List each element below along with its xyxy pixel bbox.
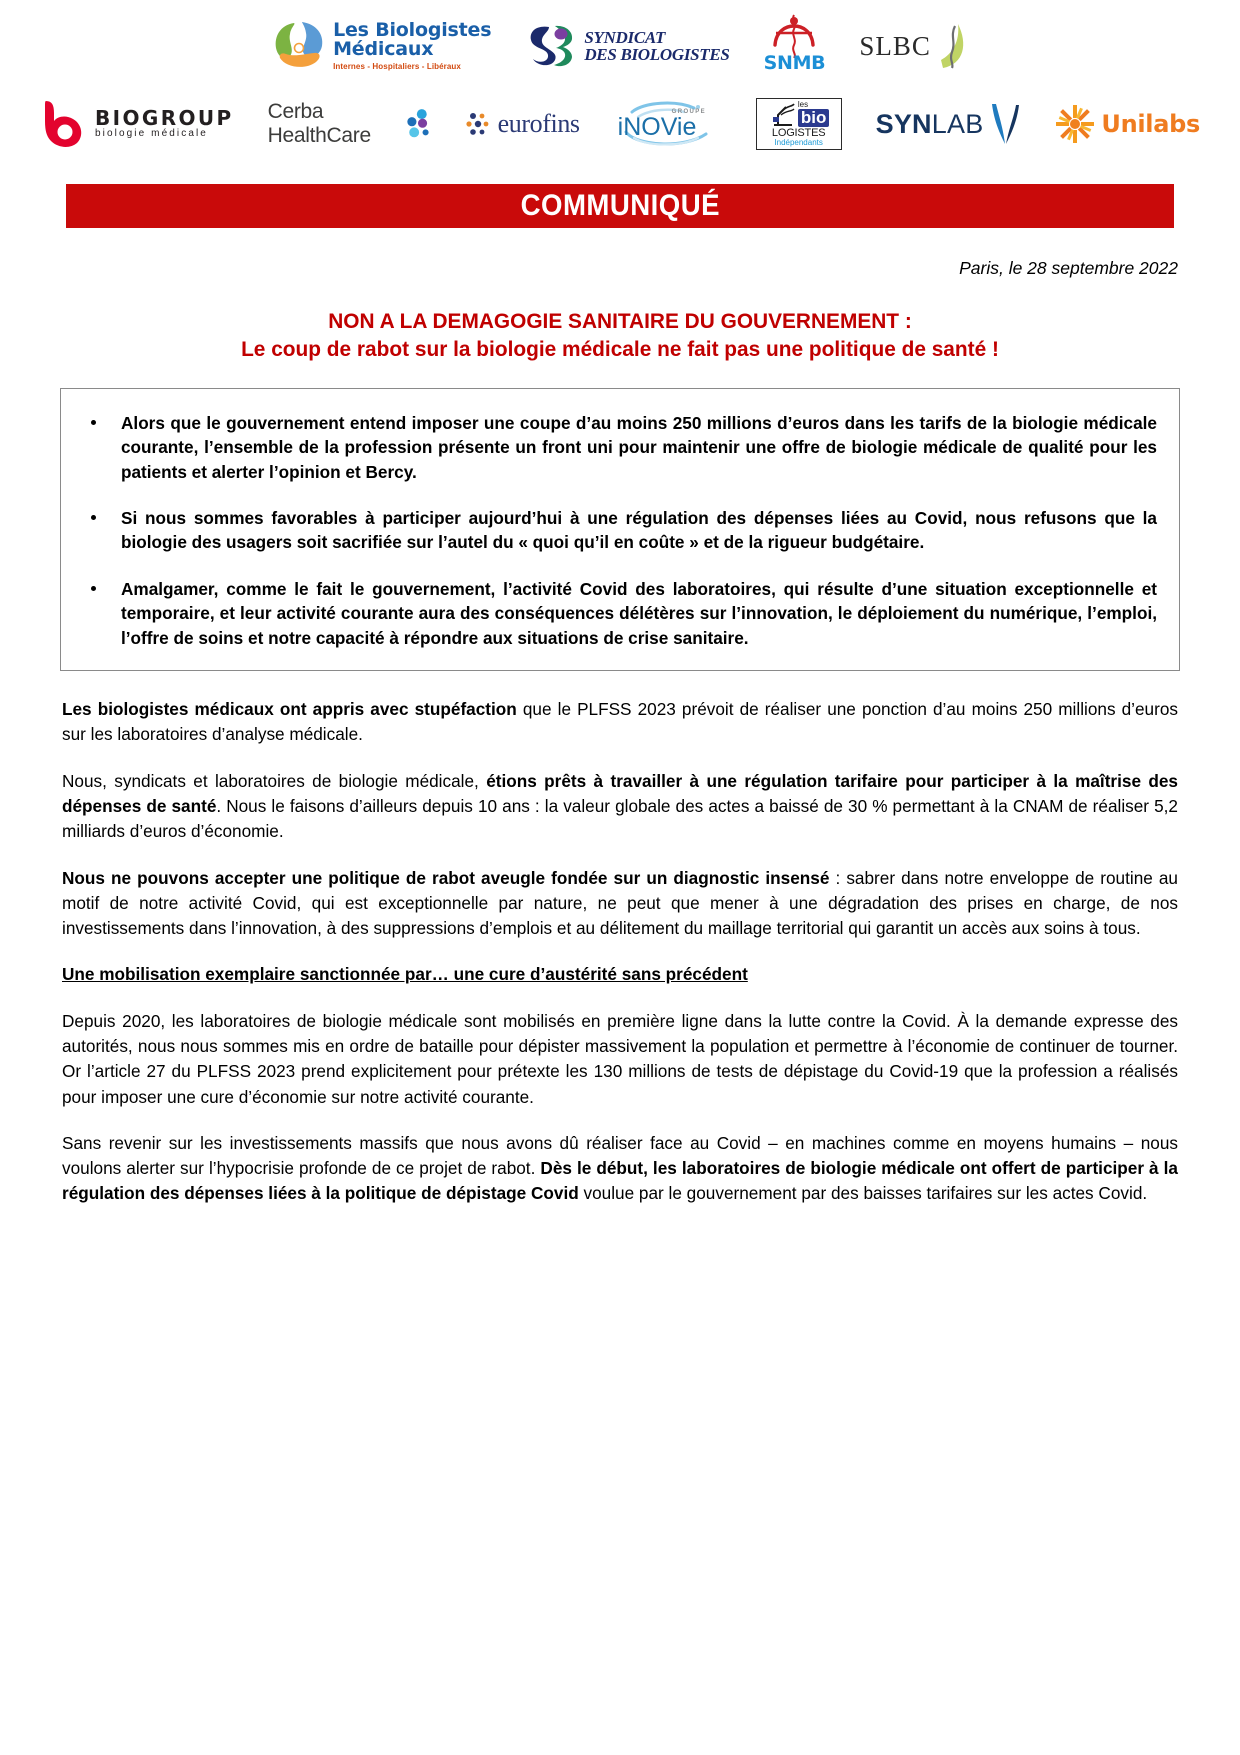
- document-title-line-2: Le coup de rabot sur la biologie médicale ne fait pas une politique de santé !: [241, 337, 999, 362]
- paragraph-3: [62, 866, 1178, 942]
- banner-title: COMMUNIQUÉ: [520, 189, 720, 222]
- biologistes-medicaux-icon: [272, 20, 326, 72]
- bio-logistes-logistes: LOGISTES: [771, 126, 826, 139]
- logo-syndicat-des-biologistes: [525, 14, 729, 78]
- paragraph-2-bold: étions prêts à travailler à une régulation tarifaire pour participer à la maîtrise des dépenses de santé: [62, 770, 1178, 816]
- sdb-text-block: [584, 29, 729, 64]
- synlab-v-icon: [990, 102, 1022, 146]
- inovie-wrap: [614, 96, 722, 152]
- paragraph-2-lead: Nous, syndicats et laboratoires de biologie médicale,: [62, 770, 487, 791]
- eurofins-label: eurofins: [497, 109, 580, 138]
- cerba-dots-icon: [402, 104, 431, 144]
- biogroup-line-2: biologie médicale: [95, 128, 208, 140]
- paragraph-4: Depuis 2020, les laboratoires de biologie médicale sont mobilisés en première ligne dans la lutte contre la Covid. À la demande expresse des autorités, nous nous sommes mis en ordre de bataille pour dépister massivement la population et permettre à l’économie de continuer de tourner. Or l’article 27 du PLFSS 2023 prend explicitement pour prétexte les 130 millions de tests de dépistage du Covid-19 que la profession a réalisés pour imposer une cure d’économie sur notre activité courante.: [62, 1010, 1178, 1107]
- inovie-groupe-label: GROUPE: [671, 109, 707, 115]
- logo-header: [0, 0, 1240, 160]
- bio-logistes-stack: [798, 101, 830, 127]
- logo-synlab: [876, 92, 1023, 156]
- highlight-box: [60, 388, 1180, 671]
- paragraph-5-tail: voulue par le gouvernement par des baisses tarifaires sur les actes Covid.: [578, 1183, 1148, 1204]
- body-text: [62, 697, 1178, 1207]
- logo-les-biologistes-medicaux: [272, 14, 491, 78]
- logo-les-bio-logistes-independants: [756, 92, 842, 156]
- biogroup-icon: [40, 99, 88, 149]
- lbm-line-3: Internes - Hospitaliers - Libéraux: [333, 61, 461, 71]
- microscope-icon: [768, 101, 796, 127]
- list-item: [75, 506, 1157, 555]
- bio-logistes-box: [756, 98, 842, 151]
- bio-logistes-bio: bio: [798, 109, 830, 127]
- bullet-text: Si nous sommes favorables à participer aujourd’hui à une régulation des dépenses liées au Covid, nous refusons que la biologie des usagers soit sacrifiée sur l’autel du « quoi qu’il en coûte » et de la rigueur budgétaire.: [121, 508, 1157, 553]
- lbm-text-block: [333, 21, 491, 71]
- paragraph-1: [62, 697, 1178, 748]
- bio-logistes-les: les: [797, 99, 809, 109]
- lbm-line-2: Médicaux: [333, 38, 434, 61]
- syndicat-biologistes-icon: [525, 23, 577, 69]
- bullet-dot-icon: [91, 515, 96, 520]
- logo-row-top: [40, 14, 1200, 78]
- communique-banner: [66, 184, 1174, 228]
- paragraph-5-bold: Dès le début, les laboratoires de biologie médicale ont offert de participer à la régulation des dépenses liées à la politique de dépistage Covid: [62, 1158, 1178, 1204]
- logo-unilabs: [1056, 92, 1200, 156]
- section-subheading: Une mobilisation exemplaire sanctionnée par… une cure d’austérité sans précédent: [62, 964, 748, 985]
- slbc-leaf-icon: [938, 22, 968, 70]
- paragraph-1-bold: Les biologistes médicaux ont appris avec stupéfaction: [62, 699, 517, 720]
- eurofins-icon: [465, 111, 491, 137]
- biogroup-text-block: [95, 108, 234, 140]
- snmb-label: SNMB: [763, 52, 826, 74]
- synlab-syn: SYN: [875, 108, 932, 139]
- unilabs-sunburst-icon: [1056, 105, 1094, 143]
- bullet-dot-icon: [91, 586, 96, 591]
- document-title: [60, 307, 1180, 364]
- synlab-label: [876, 109, 984, 140]
- paragraph-3-rest: : sabrer dans notre enveloppe de routine au motif de notre activité Covid, qui est exceptionnelle par nature, ne peut que mener à une dégradation des prises en charge, de nos investissements dans l’innovation, à des suppressions d’emplois et au délitement du maillage territorial qui garantit un accès aux soins à tous.: [62, 867, 1178, 939]
- paragraph-1-rest: que le PLFSS 2023 prévoit de réaliser une ponction d’au moins 250 millions d’euros sur les laboratoires d’analyse médicale.: [62, 699, 1178, 745]
- logo-slbc: [859, 14, 968, 78]
- paragraph-3-bold: Nous ne pouvons accepter une politique de rabot aveugle fondée sur un diagnostic insensé: [62, 867, 830, 888]
- logo-biogroup: [40, 92, 234, 156]
- cerba-label: Cerba HealthCare: [267, 100, 371, 147]
- highlight-bullet-list: [75, 411, 1157, 650]
- date-line: Paris, le 28 septembre 2022: [959, 258, 1178, 278]
- paragraph-5: [62, 1131, 1178, 1207]
- bullet-dot-icon: [91, 420, 96, 425]
- lbm-line-1: Les Biologistes: [333, 19, 492, 42]
- biogroup-line-1: BIOGROUP: [95, 106, 234, 131]
- logo-snmb: [764, 14, 826, 78]
- list-item: [75, 411, 1157, 484]
- bio-logistes-top: [768, 101, 830, 127]
- document-title-line-1: NON A LA DEMAGOGIE SANITAIRE DU GOUVERNEMENT :: [328, 309, 912, 333]
- paragraph-5-lead: Sans revenir sur les investissements massifs que nous avons dû réaliser face au Covid – en machines comme en moyens humains – nous voulons alerter sur l’hypocrisie profonde de ce projet de rabot.: [62, 1132, 1178, 1179]
- logo-inovie: [614, 92, 722, 156]
- bullet-text: Alors que le gouvernement entend imposer une coupe d’au moins 250 millions d’euros dans les tarifs de la biologie médicale courante, l’ensemble de la profession présente un front uni pour maintenir une offre de biologie médicale de qualité pour les patients et alerter l’opinion et Bercy.: [121, 412, 1157, 482]
- logo-cerba-healthcare: [268, 92, 431, 156]
- paragraph-2: [62, 769, 1178, 845]
- unilabs-label: Unilabs: [1101, 110, 1200, 138]
- synlab-lab: LAB: [931, 108, 984, 139]
- logo-row-bottom: [40, 92, 1200, 156]
- inovie-label: iNOVie: [617, 113, 697, 141]
- bullet-text: Amalgamer, comme le fait le gouvernement, l’activité Covid des laboratoires, qui résulte d’une situation exceptionnelle et temporaire, et leur activité courante aura des conséquences délétères sur l’innovation, le déploiement du numérique, l’emploi, l’offre de soins et notre capacité à répondre aux situations de crise sanitaire.: [121, 578, 1157, 648]
- bio-logistes-independants: Indépendants: [774, 137, 823, 147]
- sdb-line-2: DES BIOLOGISTES: [584, 45, 730, 64]
- slbc-label: SLBC: [859, 30, 931, 61]
- logo-eurofins: [465, 92, 580, 156]
- paragraph-2-tail: . Nous le faisons d’ailleurs depuis 10 ans : la valeur globale des actes a baissé de 30 % permettant à la CNAM de réaliser 5,2 milliards d’euros d’économie.: [62, 795, 1178, 842]
- list-item: [75, 577, 1157, 650]
- sdb-line-1: SYNDICAT: [584, 27, 666, 47]
